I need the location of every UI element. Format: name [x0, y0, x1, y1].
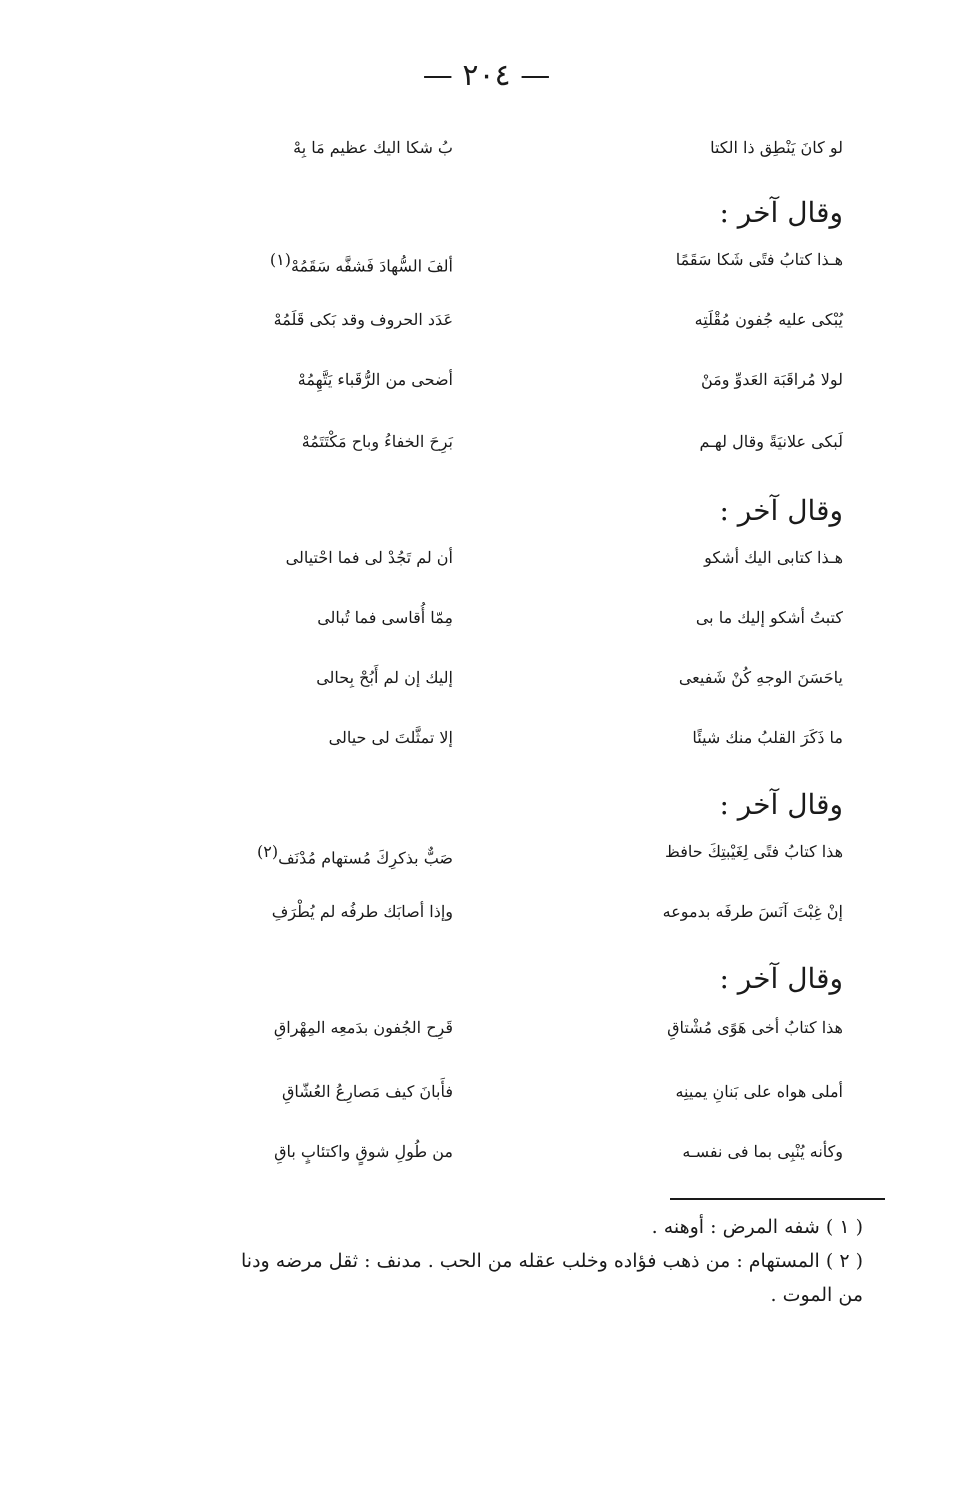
- verse-first-hemistich: هذا كتابُ فتًى لِغَيْبتِكَ حافظ: [665, 842, 843, 861]
- footnote-2-continuation: من الموت .: [770, 1284, 863, 1306]
- verse-line: [123, 138, 843, 178]
- verse-first-hemistich: يُبْكى عليه جُفون مُقْلَتِه: [694, 310, 843, 329]
- verse-first-hemistich: وكأنه يُنْبِى بما فى نفسـه: [682, 1142, 843, 1161]
- verse-line: [123, 902, 843, 942]
- verse-second-hemistich: بُ شكا اليك عظيم مَا بِهْ: [293, 138, 453, 157]
- verse-first-hemistich: لو كانَ يَنْطِق ذا الكتا: [710, 138, 843, 157]
- verse-second-hemistich: صَبٌّ بذكرِكَ مُستهام مُدْنَف(٢): [257, 842, 453, 868]
- verse-line: [123, 310, 843, 350]
- verse-line: [123, 370, 843, 410]
- verse-second-hemistich: قَرِح الجُفون بدَمعِه المِهْراقِ: [273, 1018, 453, 1037]
- verse-line: [123, 250, 843, 290]
- verse-second-hemistich: من طُولِ شوقٍ واكتئابٍ باقِ: [274, 1142, 453, 1161]
- section-intro: وقال آخر :: [719, 494, 843, 527]
- verse-line: [123, 728, 843, 768]
- verse-line: [123, 668, 843, 708]
- verse-first-hemistich: ياحَسَنَ الوجهِ كُنْ شَفيعى: [678, 668, 843, 687]
- section-intro: وقال آخر :: [719, 788, 843, 821]
- verse-first-hemistich: هـذا كتابى اليك أشكو: [704, 548, 843, 567]
- verse-second-hemistich: أضحى من الرُّقَباء يَتَّهِمُهْ: [297, 370, 453, 389]
- verse-second-hemistich: مِمّا أُقاسى فما تُبالى: [317, 608, 453, 627]
- footnotes: [103, 1210, 863, 1312]
- footnote-1: ( ١ ) شفه المرض : أوهنه .: [651, 1216, 863, 1238]
- verse-line: [123, 1082, 843, 1122]
- verse-line: [123, 432, 843, 472]
- verse-first-hemistich: لَبكى علانيَةً وقال لهـم: [699, 432, 843, 451]
- verse-second-hemistich: عَدَد الحروف وقد بَكى قَلَمُهْ: [273, 310, 453, 329]
- footnote-marker: (١): [269, 250, 291, 269]
- footnote-2: ( ٢ ) المستهام : من ذهب فؤاده وخلب عقله من الحب . مدنف : ثقل مرضه ودنا: [241, 1250, 863, 1272]
- verse-second-hemistich: وإذا أصابَك طرفُه لم يُطْرَفِ: [271, 902, 453, 921]
- verse-first-hemistich: ما ذَكَرَ القلبُ منك شيئًا: [692, 728, 843, 747]
- verse-line: [123, 548, 843, 588]
- section-intro: وقال آخر :: [719, 196, 843, 229]
- verse-second-hemistich: أن لم تَجُدْ لى فما احْتيالى: [285, 548, 453, 567]
- verse-line: [123, 1018, 843, 1058]
- verse-first-hemistich: أملى هواه على بَنانِ يمينِه: [675, 1082, 843, 1101]
- footnote-divider: [670, 1198, 885, 1200]
- verse-second-hemistich: بَرِحَ الخفاءُ وباح مَكْتَتَمُهْ: [301, 432, 453, 451]
- verse-second-hemistich: فأَبانَ كيف مَصارِعُ العُشّاقِ: [281, 1082, 453, 1101]
- verse-line: [123, 608, 843, 648]
- verse-line: [123, 1142, 843, 1182]
- verse-first-hemistich: هذا كتابُ أخى هَوًى مُشْتاقِ: [667, 1018, 843, 1037]
- verse-line: [123, 842, 843, 882]
- verse-second-hemistich: إلا تمثَّلتَ لى حيالى: [328, 728, 453, 747]
- page-number: — ٢٠٤ —: [422, 58, 551, 93]
- verse-first-hemistich: هـذا كتابُ فتًى شَكا سَقَمًا: [675, 250, 843, 269]
- verse-second-hemistich: إليك إن لم أَبُحْ بِحالى: [316, 668, 453, 687]
- section-intro: وقال آخر :: [719, 962, 843, 995]
- verse-first-hemistich: لولا مُراقَبَة العَدوِّ ومَنْ: [700, 370, 843, 389]
- verse-first-hemistich: كتبتُ أشكو إليك ما بى: [695, 608, 843, 627]
- verse-first-hemistich: إنْ غِبْتَ آنَسَ طرفَه بدموعه: [662, 902, 843, 921]
- verse-second-hemistich: ألفَ السُّهادَ فَشفَّه سَقَمُهْ(١): [269, 250, 453, 276]
- footnote-marker: (٢): [257, 842, 279, 861]
